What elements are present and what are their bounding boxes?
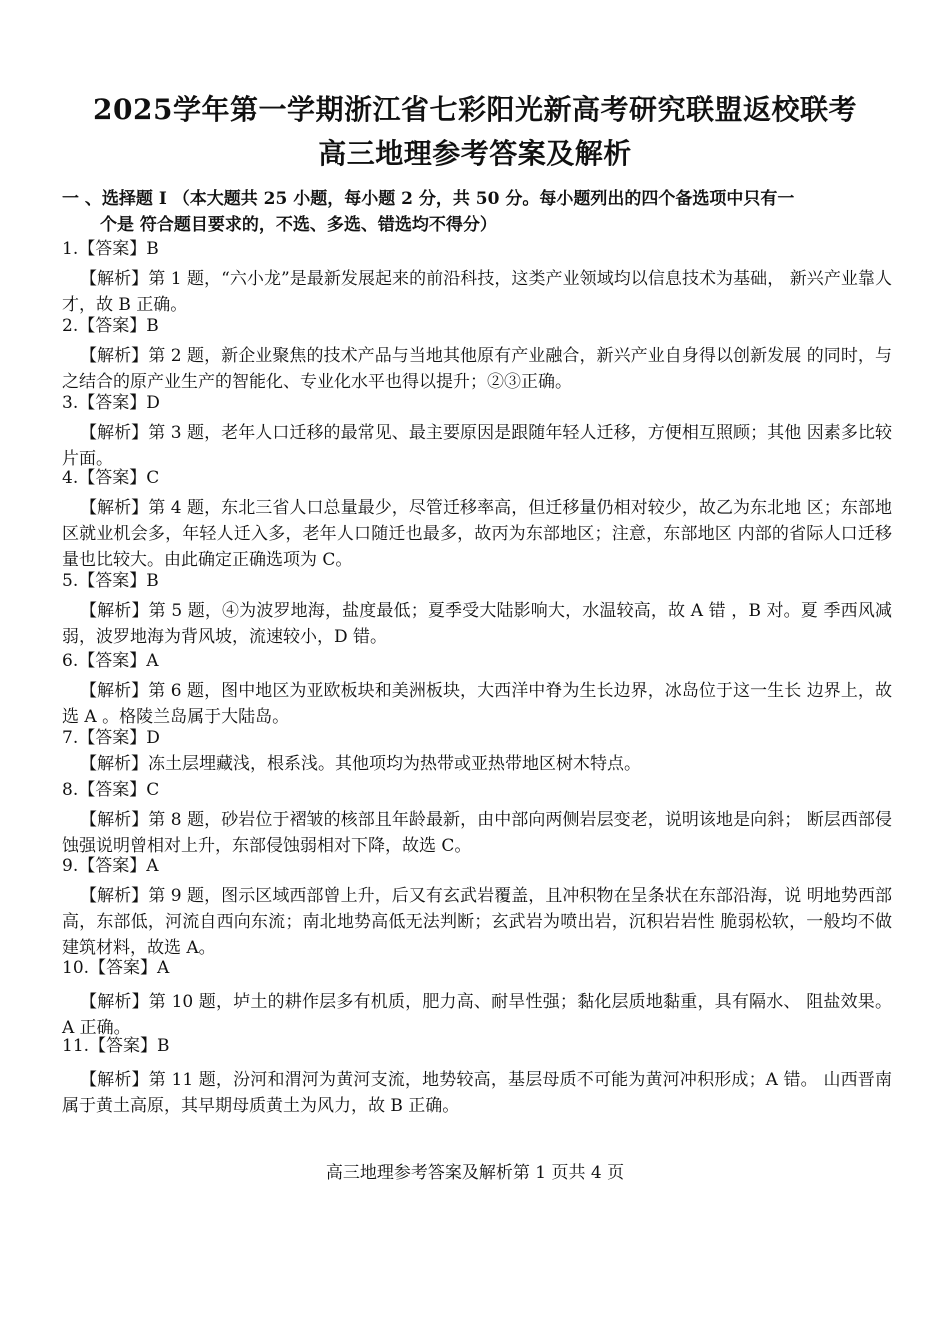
answer-label: 4.【答案】C [62, 468, 160, 488]
answer-item-1 [62, 236, 892, 318]
explanation-text: 【解析】冻土层埋藏浅，根系浅。其他项均为热带或亚热带地区树木特点。 [80, 754, 641, 774]
explanation-text: 【解析】第 9 题，图示区域西部曾上升，后又有玄武岩覆盖，且冲积物在呈条状在东部沿海，说 明地势西部高，东部低，河流自西向东流；南北地势高低无法判断；玄武岩为喷出岩，沉积岩岩性 脆弱松软，一般均不做建筑材料，故选 A。 [62, 886, 892, 958]
answer-label: 8.【答案】C [62, 780, 160, 800]
answer-label: 10.【答案】A [62, 958, 170, 978]
answer-item-7 [62, 725, 892, 777]
section-heading [62, 186, 892, 238]
explanation-text: 【解析】第 11 题，汾河和渭河为黄河支流，地势较高，基层母质不可能为黄河冲积形成；A 错。 山西晋南属于黄土高原，其早期母质黄土为风力，故 B 正确。 [62, 1070, 892, 1116]
answer-label: 2.【答案】B [62, 316, 159, 336]
explanation-text: 【解析】第 2 题，新企业聚焦的技术产品与当地其他原有产业融合，新兴产业自身得以创新发展 的同时，与之结合的原产业生产的智能化、专业化水平也得以提升；②③正确。 [62, 346, 892, 392]
answer-label: 3.【答案】D [62, 393, 160, 413]
document-subtitle: 高三地理参考答案及解析 [318, 137, 632, 170]
explanation-text: 【解析】第 4 题，东北三省人口总量最少，尽管迁移率高，但迁移量仍相对较少，故乙为东北地 区；东部地区就业机会多，年轻人迁入多，老年人口随迁也最多，故丙为东部地区；注意，东部地区 内部的省际人口迁移量也比较大。由此确定正确选项为 C。 [62, 498, 892, 570]
answer-item-6 [62, 648, 892, 730]
answer-item-2 [62, 313, 892, 395]
answer-label: 11.【答案】B [62, 1036, 170, 1056]
answer-item-9 [62, 853, 892, 961]
explanation-text: 【解析】第 6 题，图中地区为亚欧板块和美洲板块，大西洋中脊为生长边界，冰岛位于这一生长 边界上，故选 A 。格陵兰岛属于大陆岛。 [62, 681, 892, 727]
answer-item-4 [62, 465, 892, 573]
answer-item-8 [62, 777, 892, 859]
answer-item-11 [62, 1033, 892, 1119]
answer-label: 9.【答案】A [62, 856, 159, 876]
explanation-text: 【解析】第 3 题，老年人口迁移的最常见、最主要原因是跟随年轻人迁移，方便相互照顾；其他 因素多比较片面。 [62, 423, 892, 469]
section-heading-line2: 个是 符合题目要求的，不选、多选、错选均不得分） [100, 215, 497, 235]
explanation-text: 【解析】第 10 题，垆土的耕作层多有机质，肥力高、耐旱性强；黏化层质地黏重，具有隔水、 阻盐效果。A 正确。 [62, 992, 892, 1038]
explanation-text: 【解析】第 1 题，“六小龙”是最新发展起来的前沿科技，这类产业领域均以信息技术为基础， 新兴产业靠人才，故 B 正确。 [62, 269, 892, 315]
explanation-text: 【解析】第 8 题，砂岩位于褶皱的核部且年龄最新，由中部向两侧岩层变老，说明该地是向斜； 断层西部侵蚀强说明曾相对上升，东部侵蚀弱相对下降，故选 C。 [62, 810, 892, 856]
answer-item-5 [62, 568, 892, 650]
answer-label: 6.【答案】A [62, 651, 159, 671]
page-footer: 高三地理参考答案及解析第 1 页共 4 页 [325, 1163, 625, 1183]
answer-label: 5.【答案】B [62, 571, 159, 591]
answer-label: 7.【答案】D [62, 728, 160, 748]
document-title: 2025学年第一学期浙江省七彩阳光新高考研究联盟返校联考 [93, 93, 857, 126]
answer-label: 1.【答案】B [62, 239, 159, 259]
answer-item-10 [62, 955, 892, 1041]
answer-item-3 [62, 390, 892, 472]
section-heading-line1: 一 、选择题 I （本大题共 25 小题，每小题 2 分，共 50 分。每小题列出的四个备选项中只有一 [62, 189, 795, 209]
explanation-text: 【解析】第 5 题，④为波罗地海，盐度最低；夏季受大陆影响大，水温较高，故 A 错 ，B 对。夏 季西风减弱，波罗地海为背风坡，流速较小，D 错。 [62, 601, 892, 647]
